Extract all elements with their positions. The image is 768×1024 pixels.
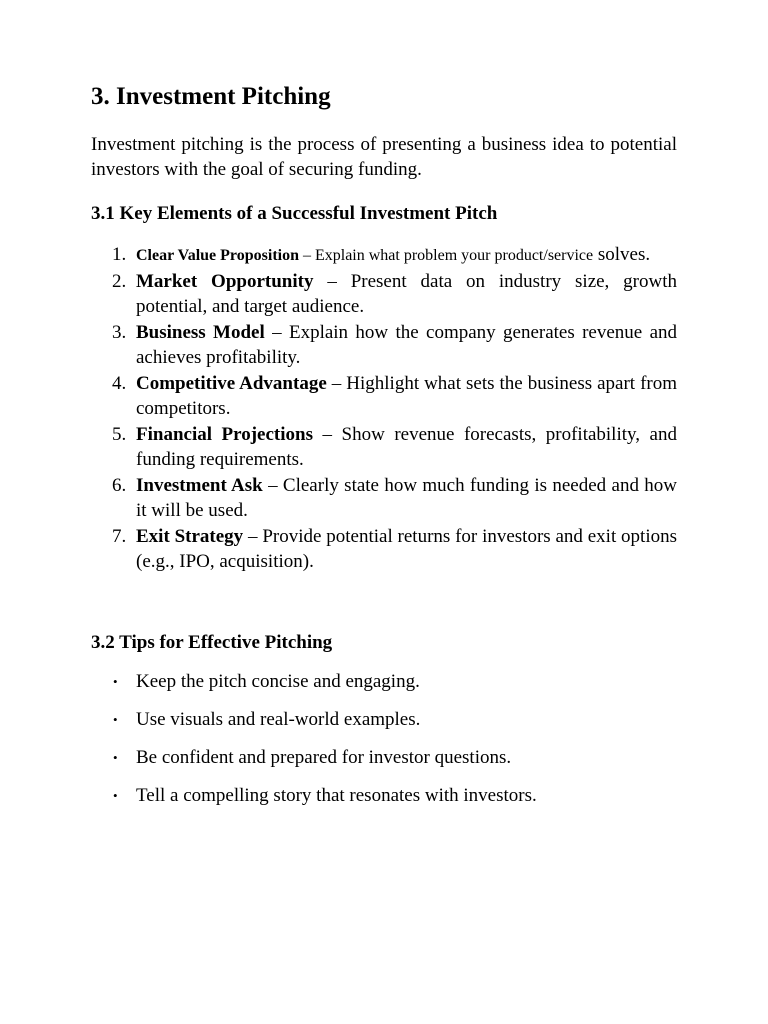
bullet-item [91,745,677,770]
list-item-term: Exit Strategy [136,526,244,547]
list-item [91,371,677,421]
document-content [91,80,677,821]
page-title: 3. Investment Pitching [91,83,331,110]
list-number: 6. [112,475,127,496]
list-item-description: – Clearly state how much funding is needed and how it will be used. [136,475,677,521]
bullet-icon: • [113,788,118,803]
key-elements-list [91,242,677,574]
list-item [91,320,677,370]
bullet-item [91,707,677,732]
list-item-description: – Present data on industry size, growth potential, and target audience. [136,271,678,317]
section-heading-tips: 3.2 Tips for Effective Pitching [91,632,333,653]
list-item-description: – Highlight what sets the business apart from competitors. [136,373,678,419]
list-item-term: Competitive Advantage [136,373,327,394]
bullet-item-text: Tell a compelling story that resonates with investors. [136,785,537,806]
list-item [91,524,677,574]
list-item [91,269,677,319]
bullet-icon: • [113,674,118,689]
list-item-term: Investment Ask [136,475,263,496]
list-item-term: Clear Value Proposition [136,247,299,264]
list-item [91,242,677,268]
list-number: 7. [112,526,127,547]
list-number: 2. [112,271,127,292]
list-item-description: – Explain what problem your product/service [298,247,594,264]
list-number: 1. [112,244,127,265]
list-item [91,422,677,472]
bullet-item [91,669,677,694]
bullet-item-text: Keep the pitch concise and engaging. [136,671,420,692]
list-number: 3. [112,322,127,343]
list-item-description: – Show revenue forecasts, profitability, and funding requirements. [136,424,677,470]
list-item-description: – Explain how the company generates revenue and achieves profitability. [136,322,677,368]
list-item-description-continued: solves. [593,244,651,265]
bullet-item-text: Be confident and prepared for investor questions. [136,747,512,768]
bullet-item [91,783,677,808]
list-item [91,473,677,523]
list-item-term: Financial Projections [136,424,313,445]
list-number: 4. [112,373,127,394]
bullet-icon: • [113,712,118,727]
bullet-item-text: Use visuals and real-world examples. [136,709,421,730]
section-heading-key-elements: 3.1 Key Elements of a Successful Investment Pitch [91,203,498,224]
bullet-icon: • [113,750,118,765]
tips-list [91,669,677,808]
intro-paragraph: Investment pitching is the process of presenting a business idea to potential investors with the goal of securing funding. [91,134,677,180]
list-item-description: – Provide potential returns for investors and exit options (e.g., IPO, acquisition). [136,526,677,572]
list-item-term: Market Opportunity [136,271,314,292]
list-number: 5. [112,424,127,445]
list-item-term: Business Model [136,322,265,343]
